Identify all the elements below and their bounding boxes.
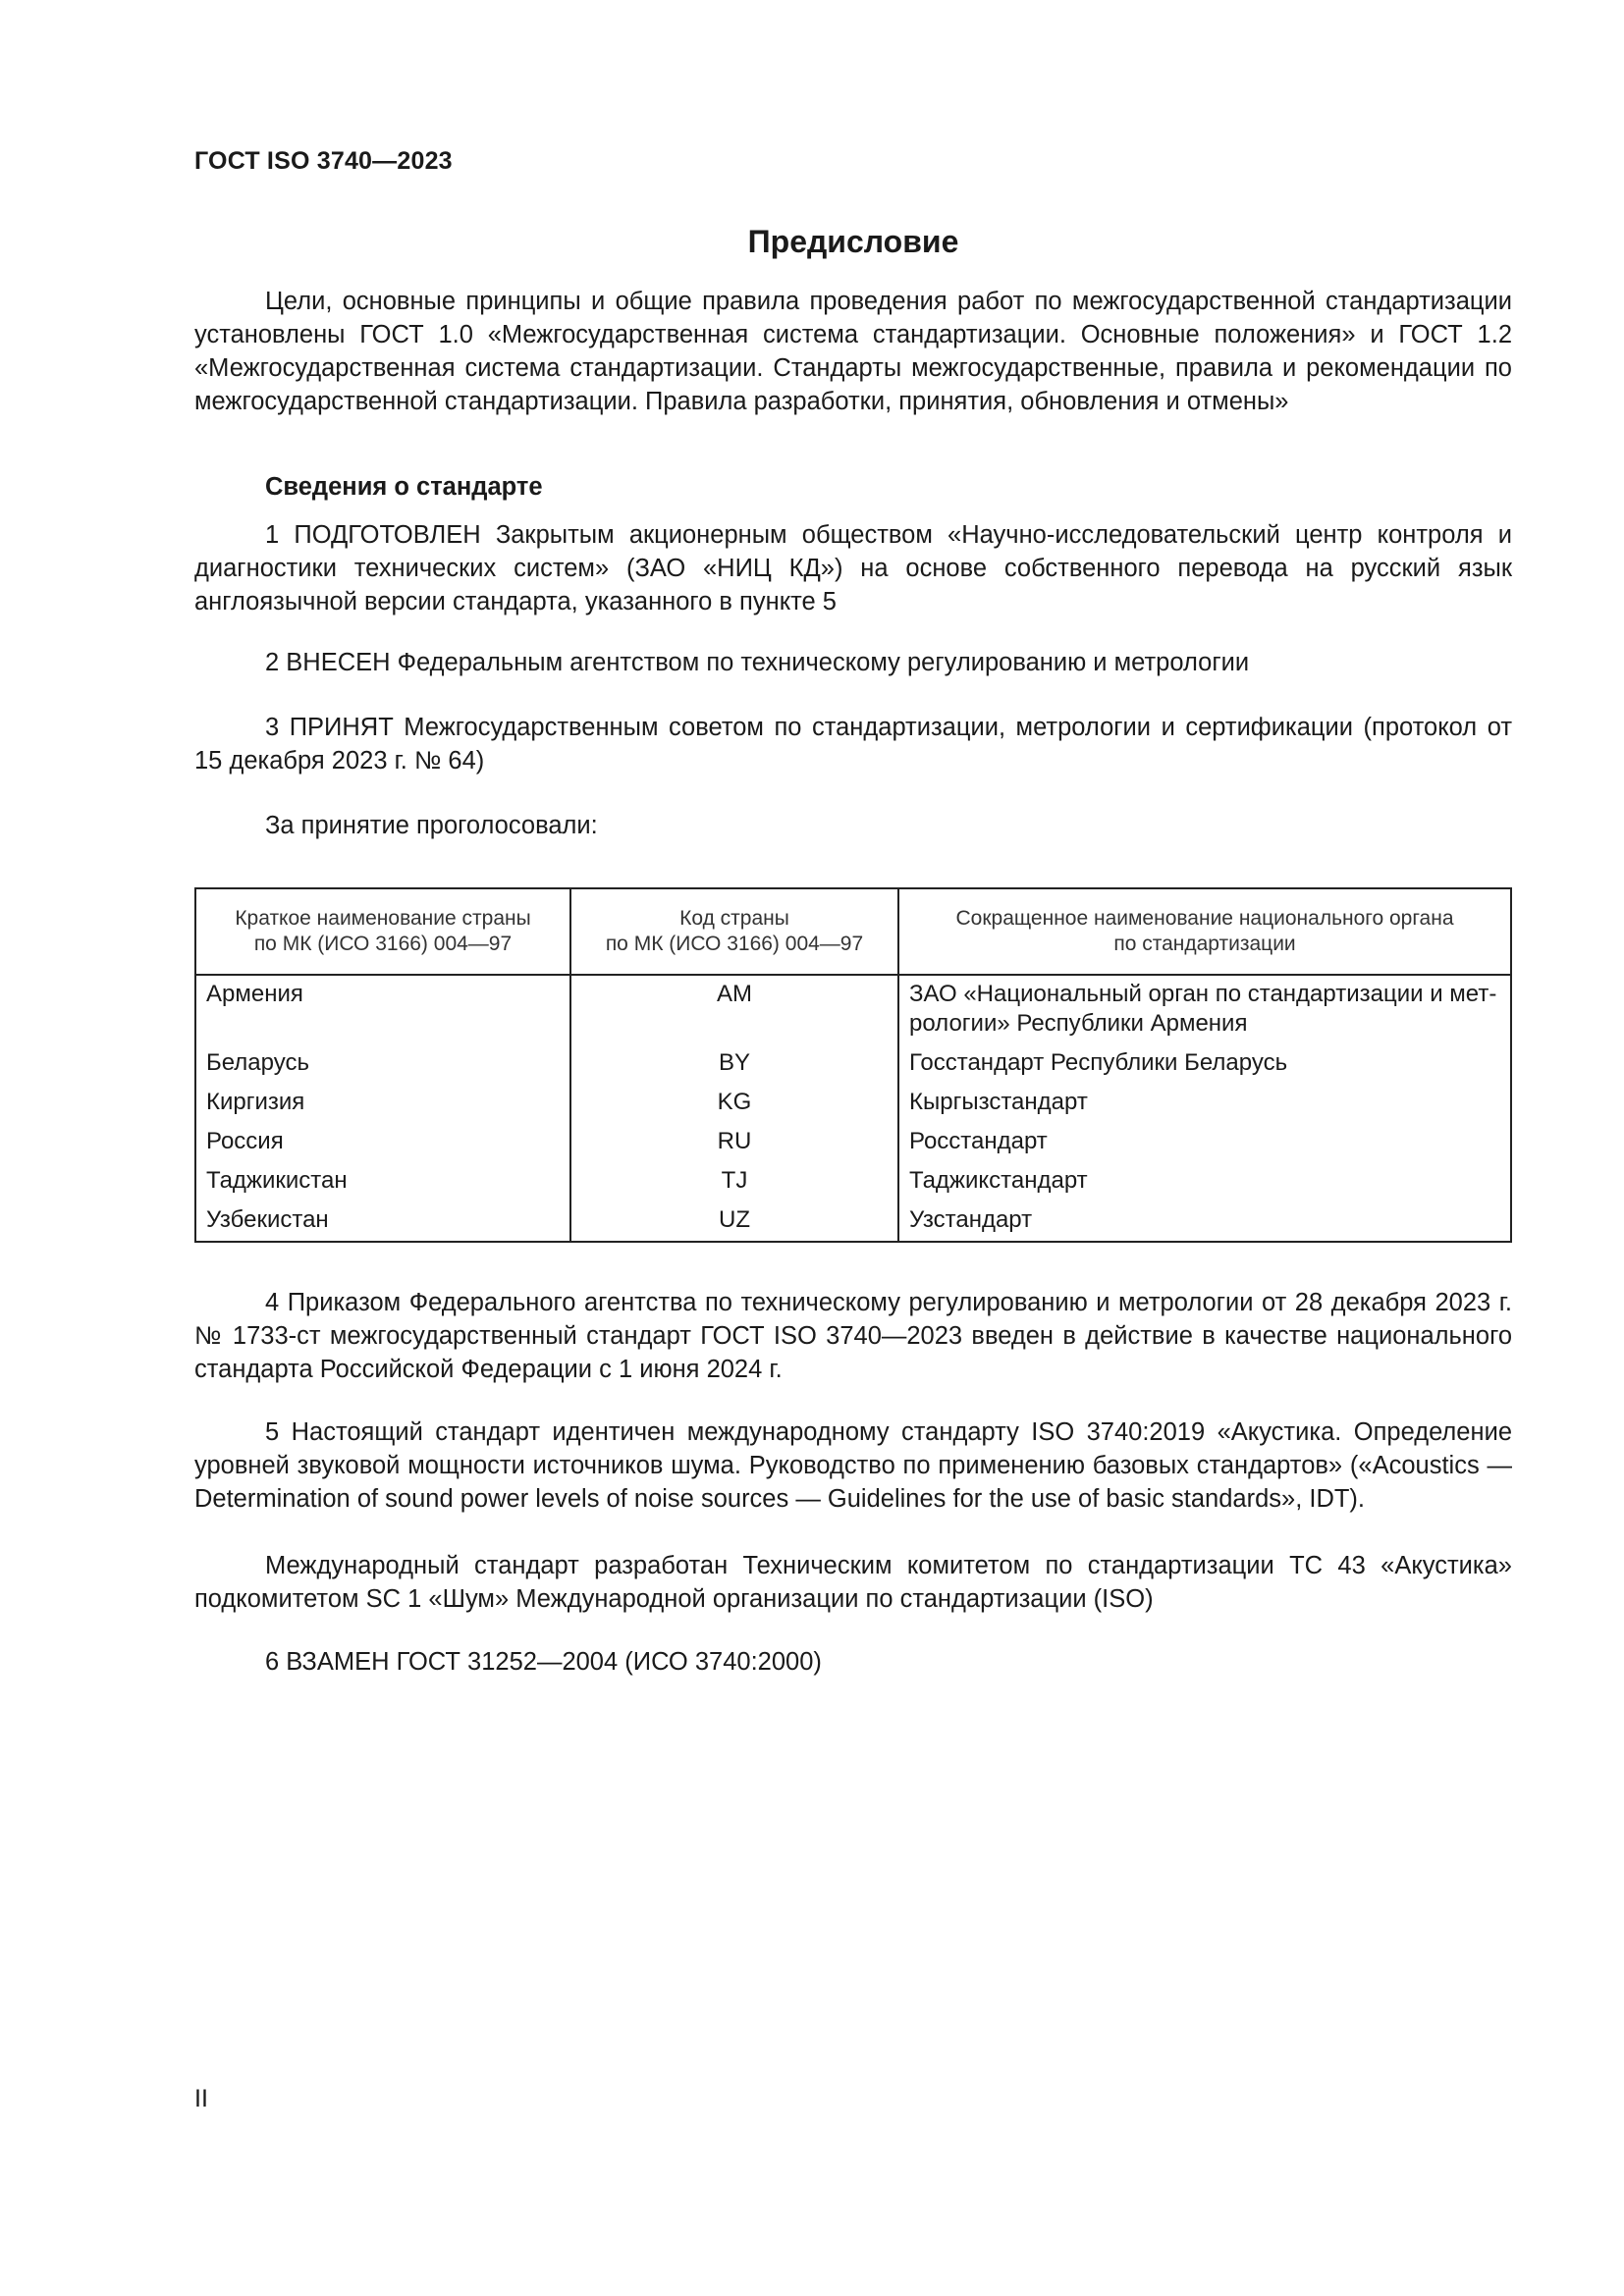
body-cell: Узстандарт	[909, 1206, 1033, 1233]
code-cell: KG	[570, 1084, 898, 1123]
body-cell: Росстандарт	[909, 1128, 1048, 1154]
header-country-code: Код страны по МК (ИСО 3166) 004—97	[570, 888, 898, 975]
country-cell: Армения	[195, 975, 570, 1044]
country-cell: Таджикистан	[195, 1162, 570, 1201]
country-cell: Беларусь	[195, 1044, 570, 1084]
table-row	[195, 1162, 1511, 1201]
body-cell: ЗАО «Национальный орган по стандартизации и мет- рологии» Республики Армения	[909, 981, 1497, 1037]
code-cell: AM	[570, 975, 898, 1044]
body-cell: Таджикстандарт	[909, 1167, 1088, 1194]
page-number: II	[194, 2085, 208, 2112]
country-cell: Россия	[195, 1123, 570, 1162]
code-cell: UZ	[570, 1201, 898, 1242]
body-cell: Кыргызстандарт	[909, 1089, 1088, 1115]
item-2-introduced: 2 ВНЕСЕН Федеральным агентством по техническому регулированию и метрологии	[265, 649, 1250, 676]
table-row	[195, 1201, 1511, 1242]
intro-paragraph: Цели, основные принципы и общие правила проведения работ по межгосударственной стандартизации установлены ГОСТ 1.0 «Межгосударственная система стандартизации. Основные положения» и ГОСТ 1.2 «Межгосударственная система стандартизации. Стандарты межгосударственные, правила и рекомендации по межгосударственной стандартизации. Правила разработки, принятия, обновления и отмены»	[194, 288, 1512, 415]
table-row	[195, 975, 1511, 1044]
item-1-prepared: 1 ПОДГОТОВЛЕН Закрытым акционерным обществом «Научно-исследовательский центр контроля и диагностики технических систем» (ЗАО «НИЦ КД») на основе собственного перевода на русский язык англоязычной версии стандарта, указанного в пункте 5	[194, 521, 1512, 615]
table-row	[195, 1123, 1511, 1162]
code-cell: BY	[570, 1044, 898, 1084]
item-4-order: 4 Приказом Федерального агентства по техническому регулированию и метрологии от 28 декабря 2023 г. № 1733-ст межгосударственный стандарт ГОСТ ISO 3740—2023 введен в действие в качестве национального стандарта Российской Федерации с 1 июня 2024 г.	[194, 1289, 1512, 1383]
code-cell: TJ	[570, 1162, 898, 1201]
table-row	[195, 1084, 1511, 1123]
item-5-developer-note: Международный стандарт разработан Техническим комитетом по стандартизации ТС 43 «Акустика» подкомитетом SC 1 «Шум» Международной организации по стандартизации (ISO)	[194, 1552, 1512, 1613]
standard-info-subheading: Сведения о стандарте	[265, 473, 543, 501]
header-national-body: Сокращенное наименование национального органа по стандартизации	[898, 888, 1511, 975]
voting-countries-table	[194, 887, 1512, 1243]
country-cell: Киргизия	[195, 1084, 570, 1123]
voted-label: За принятие проголосовали:	[265, 812, 598, 839]
document-code-header: ГОСТ ISO 3740—2023	[194, 147, 453, 175]
header-country-name: Краткое наименование страны по МК (ИСО 3166) 004—97	[195, 888, 570, 975]
item-5-identical: 5 Настоящий стандарт идентичен международному стандарту ISO 3740:2019 «Акустика. Определение уровней звуковой мощности источников шума. Руководство по применению базовых стандартов» («Acoustics — Determination of sound power levels of noise sources — Guidelines for the use of basic standards», IDT).	[194, 1418, 1512, 1513]
table-row	[195, 1044, 1511, 1084]
code-cell: RU	[570, 1123, 898, 1162]
country-cell: Узбекистан	[195, 1201, 570, 1242]
item-6-replaces: 6 ВЗАМЕН ГОСТ 31252—2004 (ИСО 3740:2000)	[265, 1648, 822, 1676]
page-title: Предисловие	[747, 224, 959, 259]
table-header-row	[195, 888, 1511, 975]
item-3-adopted: 3 ПРИНЯТ Межгосударственным советом по стандартизации, метрологии и сертификации (протокол от 15 декабря 2023 г. № 64)	[194, 714, 1512, 774]
body-cell: Госстандарт Республики Беларусь	[909, 1049, 1288, 1076]
